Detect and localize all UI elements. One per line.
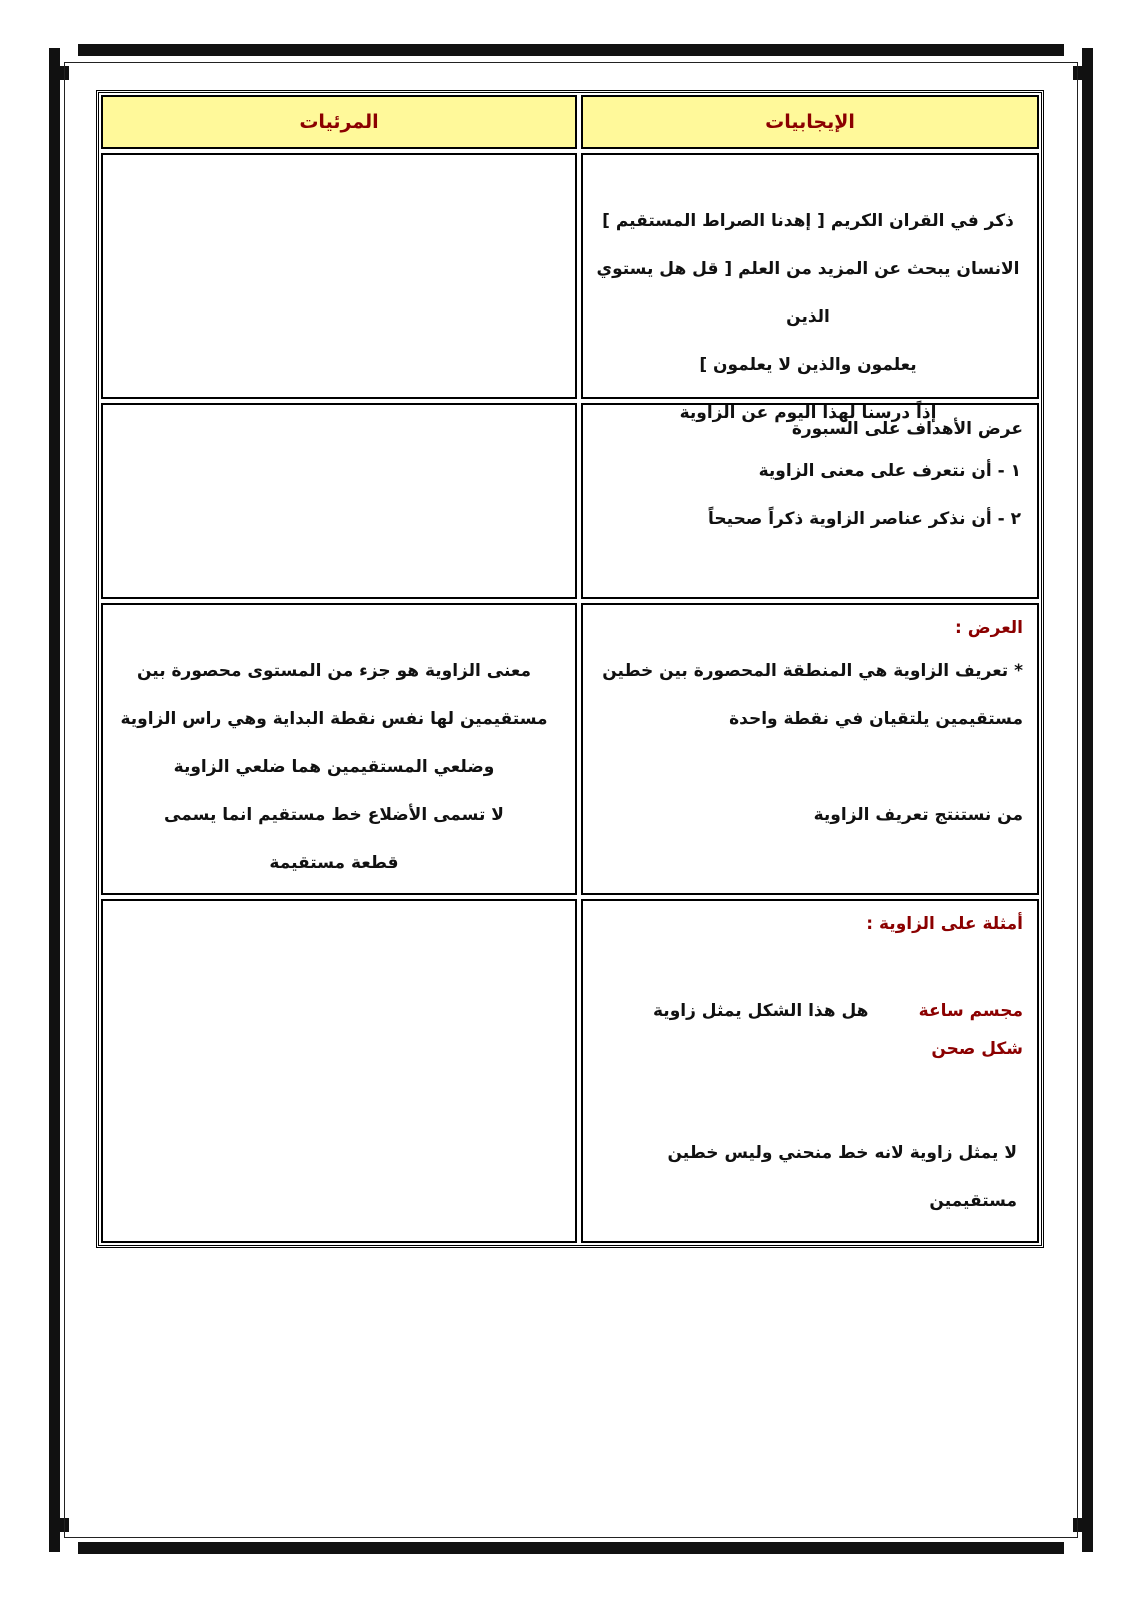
example-row xyxy=(653,1001,1023,1021)
meaning-line: قطعة مستقيمة xyxy=(269,853,399,873)
presentation-title: العرض : xyxy=(955,618,1023,638)
header-positives: الإيجابيات xyxy=(581,95,1039,149)
goal-item: ١ - أن نتعرف على معنى الزاوية xyxy=(758,461,1021,481)
meaning-line: مستقيمين لها نفس نقطة البداية وهي راس الزاوية xyxy=(120,709,548,729)
intro-line: يعلمون والذين لا يعلمون ] xyxy=(699,355,917,375)
notes-cell-examples xyxy=(101,899,577,1243)
meaning-line: لا تسمى الأضلاع خط مستقيم انما يسمى xyxy=(164,805,504,825)
examples-title: أمثلة على الزاوية : xyxy=(866,914,1023,934)
goals-cell xyxy=(581,403,1039,599)
frame-top-bar xyxy=(78,44,1064,56)
example-answer: لا يمثل زاوية لانه خط منحني وليس خطين مستقيمين xyxy=(667,1143,1017,1211)
meaning-line: معنى الزاوية هو جزء من المستوى محصورة بين xyxy=(136,661,532,681)
meaning-line: وضلعي المستقيمين هما ضلعي الزاوية xyxy=(173,757,495,777)
lesson-table xyxy=(96,90,1044,1248)
example-item-clock: مجسم ساعة xyxy=(918,1001,1023,1021)
example-item-plate: شكل صحن xyxy=(931,1039,1023,1059)
intro-cell xyxy=(581,153,1039,423)
intro-line: الانسان يبحث عن المزيد من العلم [ قل هل يستوي الذين xyxy=(596,259,1020,327)
intro-line: ذكر في القران الكريم [ إهدنا الصراط المستقيم ] xyxy=(602,211,1014,231)
example-question: هل هذا الشكل يمثل زاوية xyxy=(653,1001,869,1021)
presentation-conclusion: من نستنتج تعريف الزاوية xyxy=(813,805,1023,825)
presentation-line: مستقيمين يلتقيان في نقطة واحدة xyxy=(729,709,1023,729)
goal-item: ٢ - أن نذكر عناصر الزاوية ذكراً صحيحاً xyxy=(708,509,1021,529)
examples-cell xyxy=(581,899,1039,1243)
frame-bottom-bar xyxy=(78,1542,1064,1554)
header-negatives: المرئيات xyxy=(101,95,577,149)
intro-line: إذاً درسنا لهذا اليوم عن الزاوية xyxy=(679,403,937,423)
meaning-cell xyxy=(101,603,577,895)
goals-title: عرض الأهداف على السبورة xyxy=(791,419,1023,439)
notes-cell-intro xyxy=(101,153,577,399)
presentation-line: * تعريف الزاوية هي المنطقة المحصورة بين خطين xyxy=(602,661,1023,681)
presentation-cell xyxy=(581,603,1039,895)
notes-cell-goals xyxy=(101,403,577,599)
